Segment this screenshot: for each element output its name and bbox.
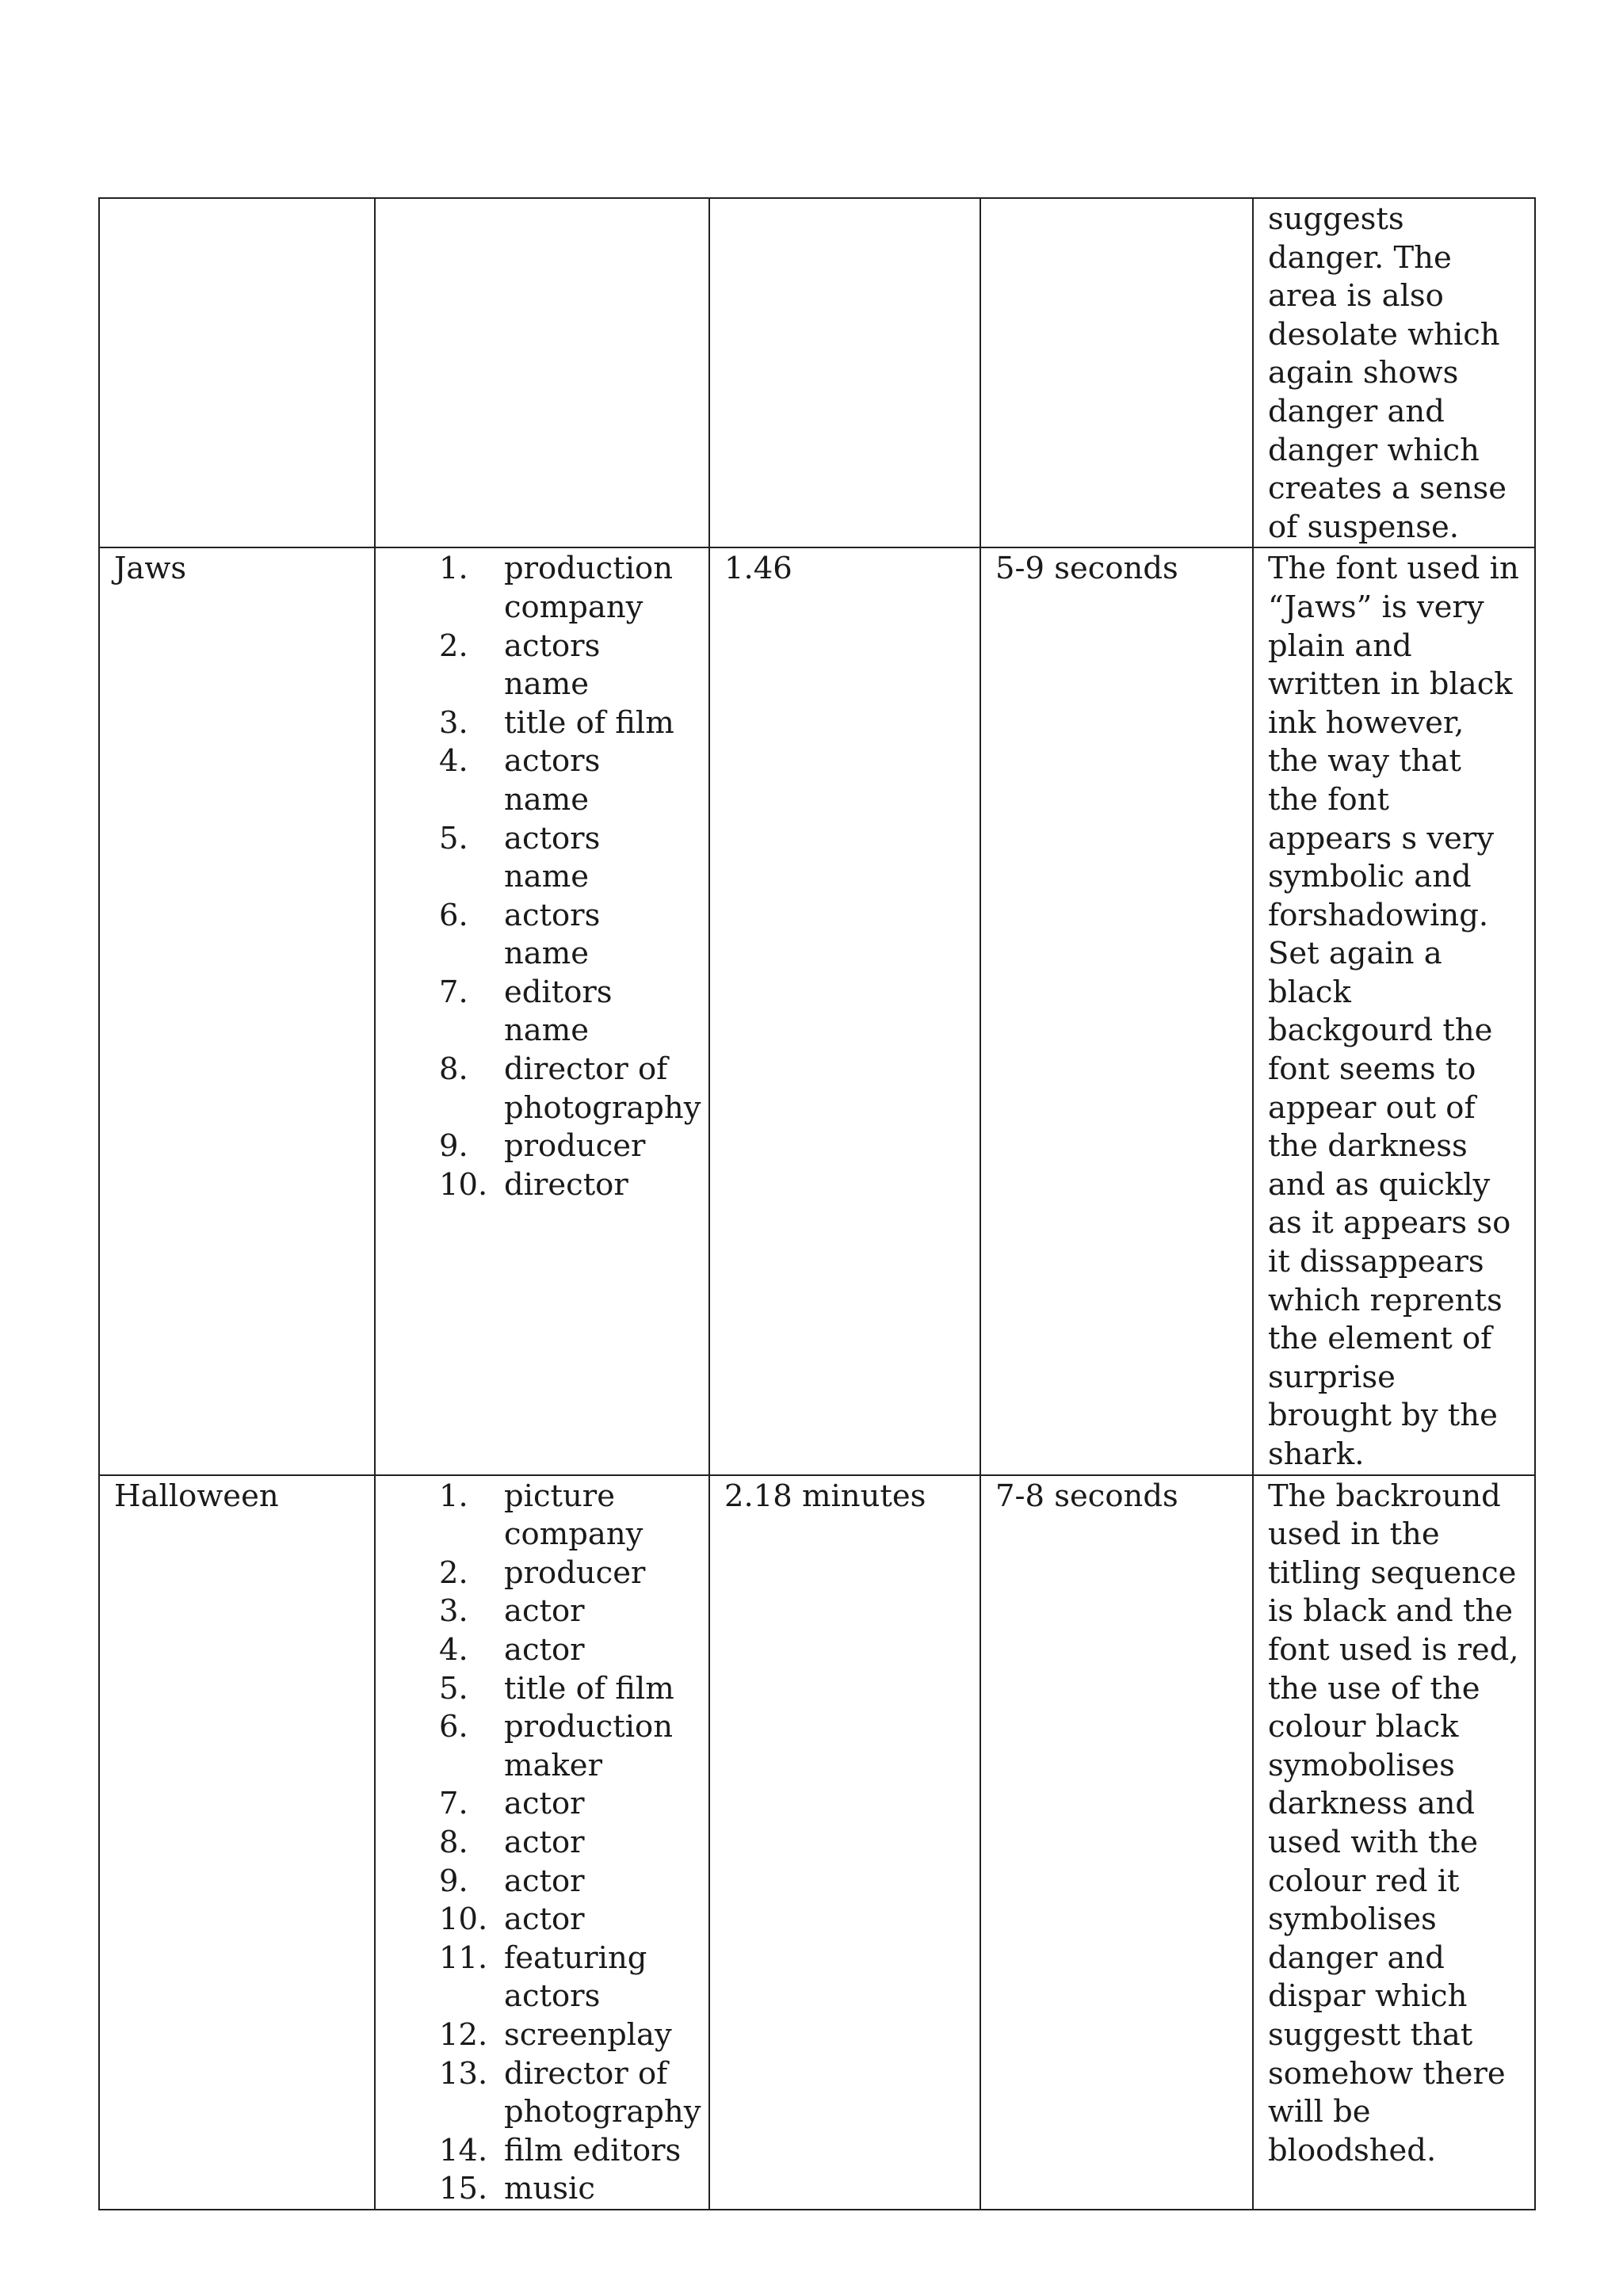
credit-text: production company: [504, 551, 673, 625]
credit-number: 4.: [439, 1631, 468, 1668]
credit-text: featuring actors: [504, 1939, 647, 2015]
credit-text: actor: [504, 1786, 585, 1822]
credit-text: director: [504, 1166, 628, 1203]
credit-item: [390, 1824, 694, 1863]
credit-item: [390, 1127, 694, 1166]
credit-number: 10.: [439, 1166, 488, 1203]
credit-item: [390, 627, 694, 704]
credit-item: [390, 2016, 694, 2055]
description-cell: suggests danger. The area is also desolate which again shows danger and danger which creates a sense of suspense.: [1253, 198, 1535, 547]
credit-number: 1.: [439, 551, 468, 587]
credit-number: 8.: [439, 1051, 468, 1088]
credit-item: [390, 550, 694, 627]
credits-cell: [375, 547, 709, 1474]
credit-number: 11.: [439, 1939, 488, 1976]
credit-item: [390, 1939, 694, 2016]
credit-number: 2.: [439, 627, 468, 664]
credits-cell: [375, 198, 709, 547]
credit-item: [390, 742, 694, 819]
credit-number: 15.: [439, 2171, 488, 2207]
credits-cell: [375, 1475, 709, 2210]
credit-item: [390, 704, 694, 743]
film-cell: Halloween: [99, 1475, 375, 2210]
table-row: [99, 1475, 1535, 2210]
credit-item: [390, 1785, 694, 1824]
credits-list: [390, 1478, 701, 2209]
credit-number: 9.: [439, 1128, 468, 1165]
credit-item: [390, 1863, 694, 1901]
credit-item: [390, 2132, 694, 2171]
credit-number: 5.: [439, 1670, 468, 1707]
credit-number: 12.: [439, 2016, 488, 2053]
duration-cell: [709, 198, 980, 547]
credit-text: screenplay: [504, 2016, 672, 2053]
credit-number: 2.: [439, 1554, 468, 1591]
credit-item: [390, 1901, 694, 1939]
credit-item: [390, 2055, 701, 2132]
credit-text: title of film: [504, 704, 674, 741]
credit-item: [390, 1592, 694, 1631]
credit-number: 7.: [439, 974, 468, 1010]
credit-item: [390, 1708, 694, 1785]
credit-number: 1.: [439, 1478, 468, 1514]
credit-text: actor: [504, 1593, 585, 1630]
credits-list: [390, 550, 701, 1204]
credit-text: producer: [504, 1128, 646, 1165]
credit-item: [390, 820, 694, 897]
title-time-cell: 5-9 seconds: [980, 547, 1253, 1474]
table-body: [99, 198, 1535, 2210]
credit-number: 8.: [439, 1824, 468, 1860]
credit-text: title of film: [504, 1670, 674, 1707]
duration-cell: 2.18 minutes: [709, 1475, 980, 2210]
credit-number: 10.: [439, 1901, 488, 1938]
credit-text: producer: [504, 1554, 646, 1591]
title-time-cell: 7-8 seconds: [980, 1475, 1253, 2210]
credit-item: [390, 1051, 701, 1127]
credit-number: 7.: [439, 1786, 468, 1822]
description-cell: The font used in “Jaws” is very plain and written in black ink however, the way that the font appears s very symbolic and forshadowing. Set again a black backgourd the font seems to appear out of the darkness and as quickly as it appears so it dissappears which reprents the element of surprise brought by the shark.: [1253, 547, 1535, 1474]
credit-text: actor: [504, 1863, 585, 1899]
credit-text: director of photography: [504, 2055, 701, 2130]
credit-item: [390, 2170, 694, 2209]
credit-number: 3.: [439, 1593, 468, 1630]
credit-text: production maker: [504, 1709, 673, 1783]
film-cell: Jaws: [99, 547, 375, 1474]
film-analysis-table: [98, 197, 1536, 2210]
credit-text: picture company: [504, 1478, 643, 1553]
film-cell: [99, 198, 375, 547]
credit-number: 5.: [439, 820, 468, 856]
title-time-cell: [980, 198, 1253, 547]
credit-item: [390, 1631, 694, 1670]
credit-item: [390, 1166, 694, 1205]
credit-item: [390, 974, 694, 1051]
duration-cell: 1.46: [709, 547, 980, 1474]
credit-item: [390, 1478, 694, 1554]
table-row: [99, 198, 1535, 547]
description-cell: The backround used in the titling sequence is black and the font used is red, the use of the colour black symobolises darkness and used with the colour red it symbolises danger and dispar which suggestt that somehow there will be bloodshed.: [1253, 1475, 1535, 2210]
credit-number: 6.: [439, 1709, 468, 1745]
credit-number: 9.: [439, 1863, 468, 1899]
credit-number: 3.: [439, 704, 468, 741]
table-row: [99, 547, 1535, 1474]
credit-text: director of photography: [504, 1051, 701, 1126]
credit-text: actors name: [504, 743, 601, 818]
credit-text: editors name: [504, 974, 613, 1049]
credit-text: actor: [504, 1631, 585, 1668]
credit-text: actor: [504, 1901, 585, 1938]
credit-item: [390, 897, 694, 974]
credit-item: [390, 1670, 694, 1709]
credit-text: actor: [504, 1824, 585, 1860]
credit-number: 13.: [439, 2055, 488, 2092]
credit-number: 14.: [439, 2132, 488, 2168]
credit-item: [390, 1554, 694, 1593]
credit-text: actors name: [504, 897, 601, 972]
credit-text: actors name: [504, 820, 601, 895]
credit-text: film editors: [504, 2132, 682, 2168]
credit-text: music: [504, 2171, 595, 2207]
credit-number: 6.: [439, 897, 468, 933]
credit-number: 4.: [439, 743, 468, 780]
credit-text: actors name: [504, 627, 601, 703]
